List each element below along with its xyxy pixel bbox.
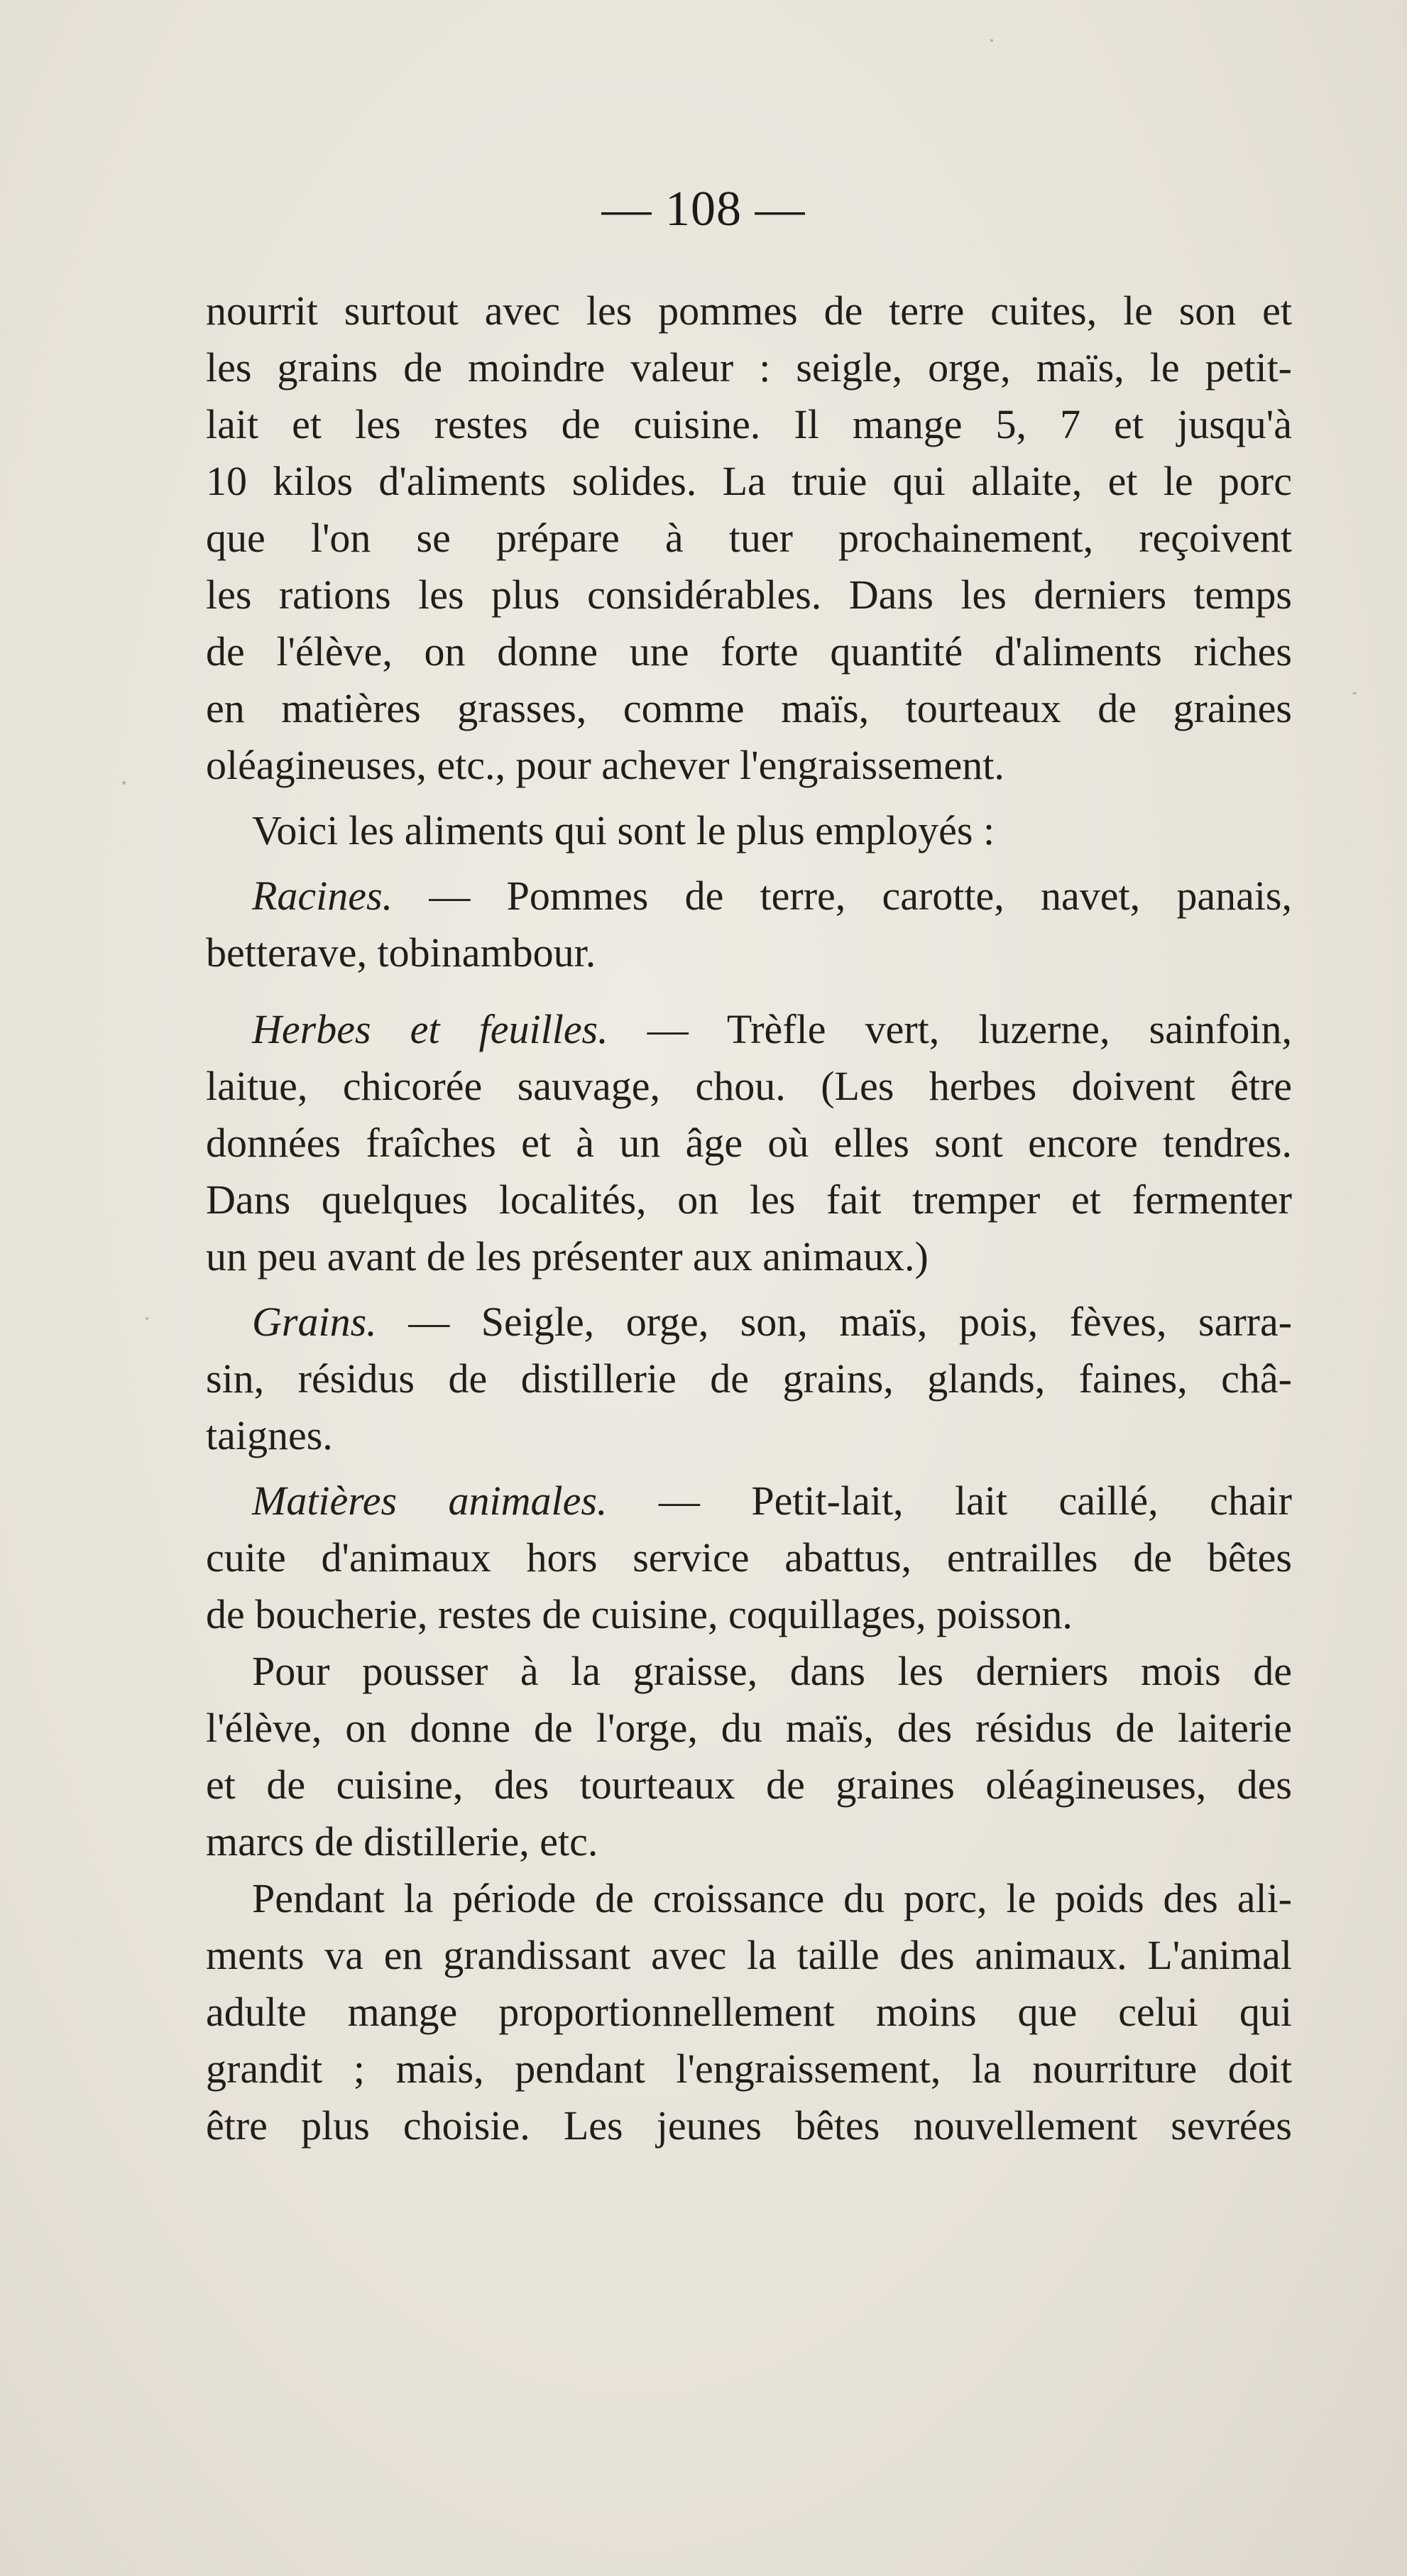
text-line <box>206 1473 1292 1529</box>
text-line: de l'élève, on donne une forte quantité d'aliments riches <box>206 628 1292 675</box>
section-heading-racines: Racines. <box>252 873 393 919</box>
text-line: Pour pousser à la graisse, dans les derniers mois de <box>252 1648 1292 1694</box>
section-heading-herbes: Herbes et feuilles. <box>252 1006 608 1052</box>
text-line: 10 kilos d'aliments solides. La truie qui allaite, et le porc <box>206 458 1292 504</box>
paper-speck <box>122 781 126 785</box>
text-line: grandit ; mais, pendant l'engraissement, la nourriture doit <box>206 2046 1292 2092</box>
text-line <box>206 1294 1292 1350</box>
text-run: — Pommes de terre, carotte, navet, panais, <box>429 873 1293 919</box>
text-line: Voici les aliments qui sont le plus employés : <box>252 807 995 853</box>
text-line <box>206 868 1292 924</box>
text-line: en matières grasses, comme maïs, tourteaux de graines <box>206 685 1292 731</box>
text-run: — Petit-lait, lait caillé, chair <box>658 1478 1292 1524</box>
paper-speck <box>1352 692 1357 694</box>
paragraph-croissance <box>206 1870 1292 2154</box>
text-line: Pendant la période de croissance du porc, le poids des ali- <box>252 1875 1292 1921</box>
paragraph-feeding-intro <box>206 283 1292 794</box>
text-line: taignes. <box>206 1412 333 1458</box>
text-line: ments va en grandissant avec la taille des animaux. L'animal <box>206 1932 1292 1978</box>
text-line: Dans quelques localités, on les fait tremper et fermenter <box>206 1177 1292 1223</box>
text-line: être plus choisie. Les jeunes bêtes nouvellement sevrées <box>206 2102 1292 2149</box>
text-line: les rations les plus considérables. Dans les derniers temps <box>206 572 1292 618</box>
section-heading-grains: Grains. <box>252 1299 377 1345</box>
text-line: betterave, tobinambour. <box>206 929 596 976</box>
text-run: — Trèfle vert, luzerne, sainfoin, <box>647 1006 1293 1052</box>
text-line: nourrit surtout avec les pommes de terre cuites, le son et <box>206 288 1292 334</box>
text-line: lait et les restes de cuisine. Il mange 5, 7 et jusqu'à <box>206 401 1292 447</box>
paragraph-grains <box>206 1294 1292 1464</box>
paragraph-racines <box>206 868 1292 981</box>
text-line: marcs de distillerie, etc. <box>206 1818 598 1865</box>
paragraph-engraissement <box>206 1643 1292 1870</box>
text-line: les grains de moindre valeur : seigle, orge, maïs, le petit- <box>206 344 1292 391</box>
text-line: et de cuisine, des tourteaux de graines oléagineuses, des <box>206 1762 1292 1808</box>
text-run: — Seigle, orge, son, maïs, pois, fèves, sarra- <box>408 1299 1293 1345</box>
body-text <box>206 283 1292 2154</box>
paragraph-matieres-animales <box>206 1473 1292 1643</box>
paper-speck <box>146 1317 148 1320</box>
text-line: un peu avant de les présenter aux animaux.) <box>206 1233 929 1279</box>
paragraph-list-intro <box>206 802 1292 859</box>
page-number: — 108 — <box>601 182 806 236</box>
text-line: de boucherie, restes de cuisine, coquillages, poisson. <box>206 1591 1073 1637</box>
text-line: sin, résidus de distillerie de grains, glands, faines, châ- <box>206 1355 1292 1402</box>
text-line <box>206 1001 1292 1058</box>
section-heading-matieres-animales: Matières animales. <box>252 1478 608 1524</box>
text-line: adulte mange proportionnellement moins que celui qui <box>206 1989 1292 2035</box>
text-line: l'élève, on donne de l'orge, du maïs, des résidus de laiterie <box>206 1705 1292 1751</box>
text-line: cuite d'animaux hors service abattus, entrailles de bêtes <box>206 1534 1292 1581</box>
paragraph-herbes <box>206 1001 1292 1285</box>
text-line: que l'on se prépare à tuer prochainement, reçoivent <box>206 515 1292 561</box>
text-line: laitue, chicorée sauvage, chou. (Les herbes doivent être <box>206 1063 1292 1109</box>
paper-speck <box>990 39 993 42</box>
text-line: données fraîches et à un âge où elles sont encore tendres. <box>206 1120 1292 1166</box>
text-line: oléagineuses, etc., pour achever l'engraissement. <box>206 742 1004 788</box>
